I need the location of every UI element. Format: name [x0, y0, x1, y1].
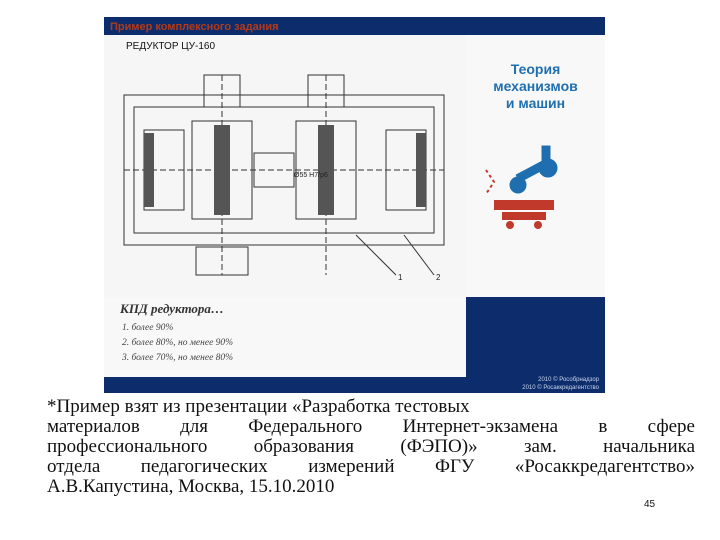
- question-title: КПД редуктора…: [120, 301, 224, 316]
- caption-line: *Пример взят из презентации «Разработка тестовых: [47, 396, 470, 417]
- slide-title: Пример комплексного задания: [110, 21, 279, 33]
- slide-image: [104, 17, 605, 393]
- page-number: 45: [644, 499, 656, 510]
- efficiency-question-panel: [104, 297, 466, 377]
- brand-logo-text: [466, 61, 605, 112]
- callout-2: 2: [436, 273, 441, 282]
- copyright-line: 2010 © Росаккредагентство: [522, 385, 599, 391]
- source-caption: [47, 397, 695, 497]
- answer-option-2: 2. более 80%, но менее 90%: [122, 338, 234, 348]
- copyright-line: 2010 © Рособрнадзор: [538, 377, 599, 383]
- robot-arm-icon: [466, 130, 605, 250]
- caption-line: материалов для Федерального Интернет-экзамена в сфере: [47, 416, 695, 437]
- brand-line: механизмов: [493, 78, 578, 94]
- caption-line: А.В.Капустина, Москва, 15.10.2010: [47, 476, 335, 497]
- brand-line: Теория: [510, 61, 561, 77]
- brand-panel: [466, 35, 605, 297]
- gearbox-drawing: [104, 35, 466, 297]
- gearbox-schematic: [104, 35, 466, 297]
- caption-line: профессионального образования (ФЭПО)» зам. начальника: [47, 436, 695, 457]
- drawing-title: РЕДУКТОР ЦУ-160: [126, 41, 216, 52]
- answer-option-3: 3. более 70%, но менее 80%: [122, 353, 234, 363]
- shaft-fit-label: Ø55 H7/p6: [294, 172, 328, 179]
- brand-line: и машин: [505, 95, 566, 111]
- caption-line: отдела педагогических измерений ФГУ «Росаккредагентство»: [47, 456, 695, 477]
- callout-1: 1: [398, 273, 403, 282]
- answer-option-1: 1. более 90%: [122, 323, 174, 333]
